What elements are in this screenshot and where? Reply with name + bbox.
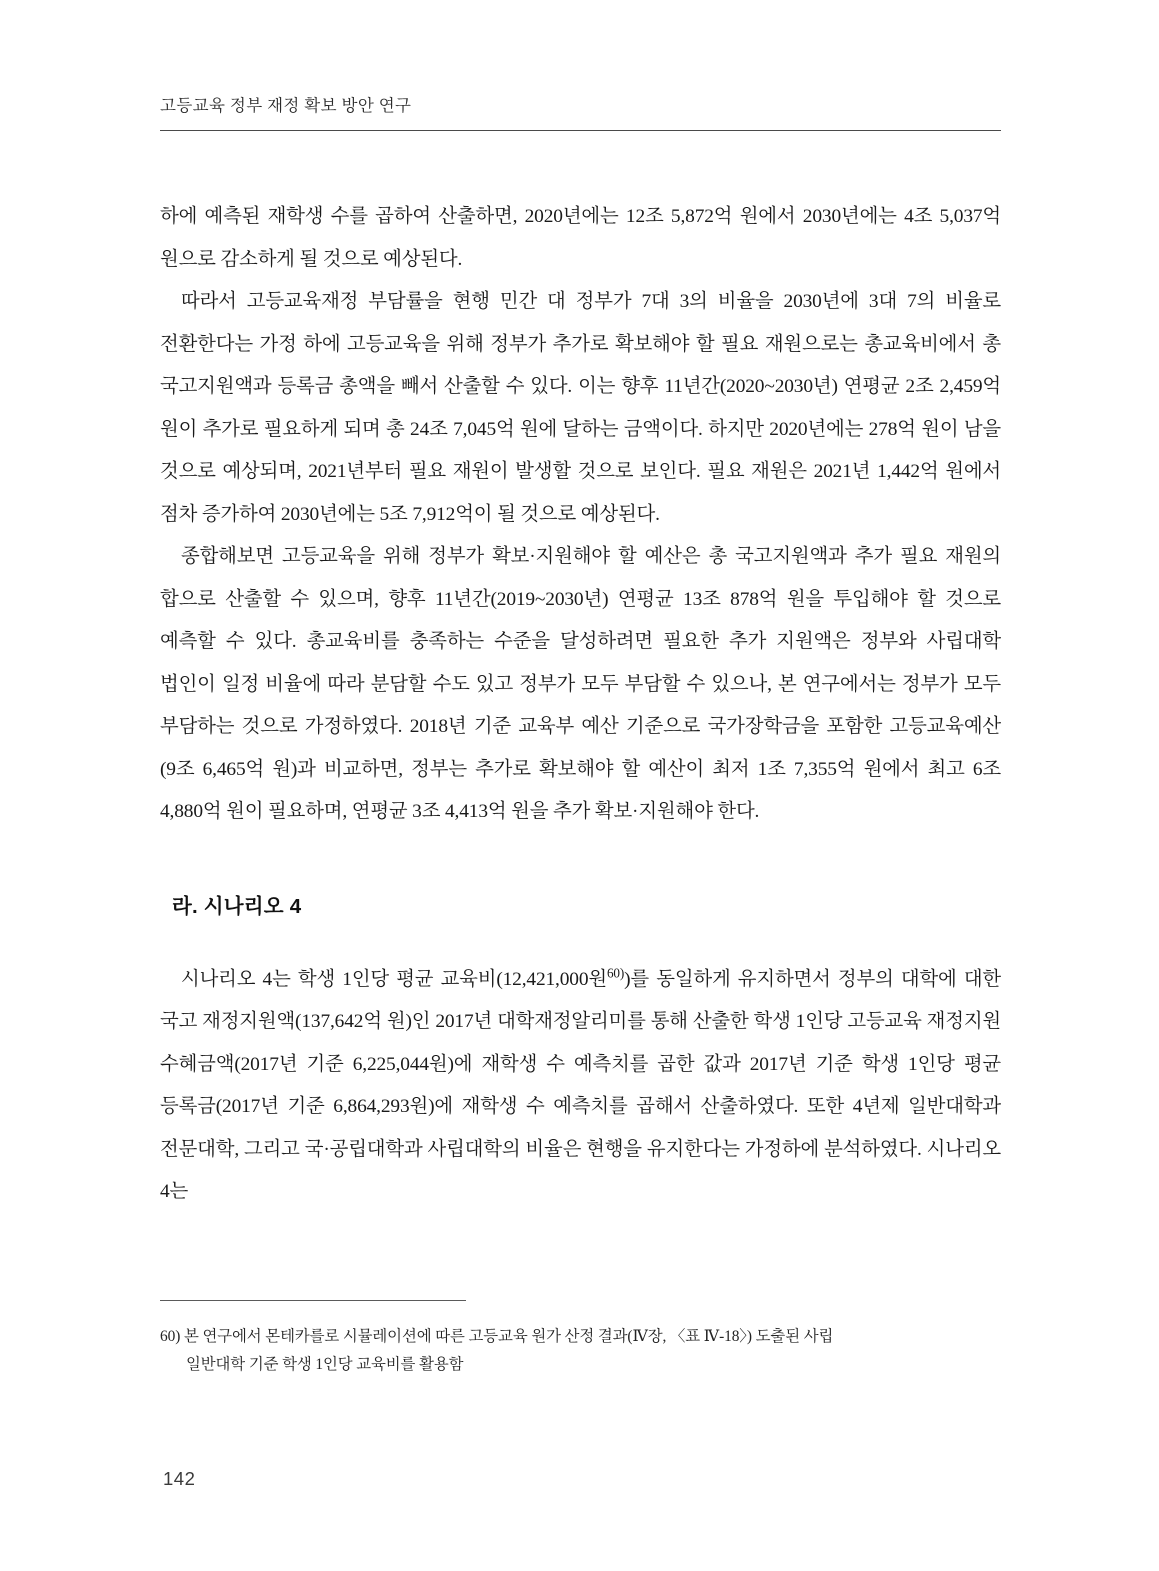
paragraph-3: 종합해보면 고등교육을 위해 정부가 확보·지원해야 할 예산은 총 국고지원액과 추가 필요 재원의 합으로 산출할 수 있으며, 향후 11년간(2019~2030년) 연평균 13조 878억 원을 투입해야 할 것으로 예측할 수 있다. 총교육비를 충족하는 수준을 달성하려면 필요한 추가 지원액은 정부와 사립대학 법인이 일정 비율에 따라 분담할 수도 있고 정부가 모두 부담할 수 있으나, 본 연구에서는 정부가 모두 부담하는 것으로 가정하였다. 2018년 기준 교육부 예산 기준으로 국가장학금을 포함한 고등교육예산(9조 6,465억 원)과 비교하면, 정부는 추가로 확보해야 할 예산이 최저 1조 7,355억 원에서 최고 6조 4,880억 원이 필요하며, 연평균 3조 4,413억 원을 추가 확보·지원해야 한다. bbox=[160, 546, 1001, 822]
page-number: 142 bbox=[163, 1468, 196, 1489]
scenario-text-part2: )를 동일하게 유지하면서 정부의 대학에 대한 국고 재정지원액(137,642억 원)인 2017년 대학재정알리미를 통해 산출한 학생 1인당 고등교육 재정지원 수혜금액(2017년 기준 6,225,044원)에 재학생 수 예측치를 곱한 값과 2017년 기준 학생 1인당 평균 등록금(2017년 기준 6,864,293원)에 재학생 수 예측치를 곱해서 산출하였다. 또한 4년제 일반대학과 전문대학, 그리고 국·공립대학과 사립대학의 비율은 현행을 유지한다는 가정하에 분석하였다. 시나리오 4는 bbox=[160, 968, 1001, 1202]
page-body bbox=[160, 196, 1001, 1214]
footnote-line-1: 60) 본 연구에서 몬테카를로 시뮬레이션에 따른 고등교육 원가 산정 결과(Ⅳ장, 〈표 Ⅳ-18〉) 도출된 사립 bbox=[160, 1328, 834, 1345]
paragraph-scenario-4 bbox=[160, 959, 1001, 1214]
paragraph-2: 따라서 고등교육재정 부담률을 현행 민간 대 정부가 7대 3의 비율을 2030년에 3대 7의 비율로 전환한다는 가정 하에 고등교육을 위해 정부가 추가로 확보해야 할 필요 재원으로는 총교육비에서 총 국고지원액과 등록금 총액을 빼서 산출할 수 있다. 이는 향후 11년간(2020~2030년) 연평균 2조 2,459억 원이 추가로 필요하게 되며 총 24조 7,045억 원에 달하는 금액이다. 하지만 2020년에는 278억 원이 남을 것으로 예상되며, 2021년부터 필요 재원이 발생할 것으로 보인다. 필요 재원은 2021년 1,442억 원에서 점차 증가하여 2030년에는 5조 7,912억이 될 것으로 예상된다. bbox=[160, 291, 1001, 525]
section-heading: 라. 시나리오 4 bbox=[172, 894, 302, 918]
header-divider bbox=[160, 130, 1001, 131]
running-head-text: 고등교육 정부 재정 확보 방안 연구 bbox=[160, 96, 412, 115]
footnote-area bbox=[160, 1300, 1001, 1379]
paragraph-1: 하에 예측된 재학생 수를 곱하여 산출하면, 2020년에는 12조 5,872억 원에서 2030년에는 4조 5,037억 원으로 감소하게 될 것으로 예상된다. bbox=[160, 206, 1001, 270]
running-head bbox=[0, 96, 1159, 116]
footnote-marker-60: 60) bbox=[606, 965, 625, 981]
footnote-divider bbox=[160, 1300, 466, 1301]
footnote-line-2: 일반대학 기준 학생 1인당 교육비를 활용함 bbox=[186, 1356, 464, 1373]
scenario-text-part1: 시나리오 4는 학생 1인당 평균 교육비(12,421,000원 bbox=[181, 968, 607, 990]
